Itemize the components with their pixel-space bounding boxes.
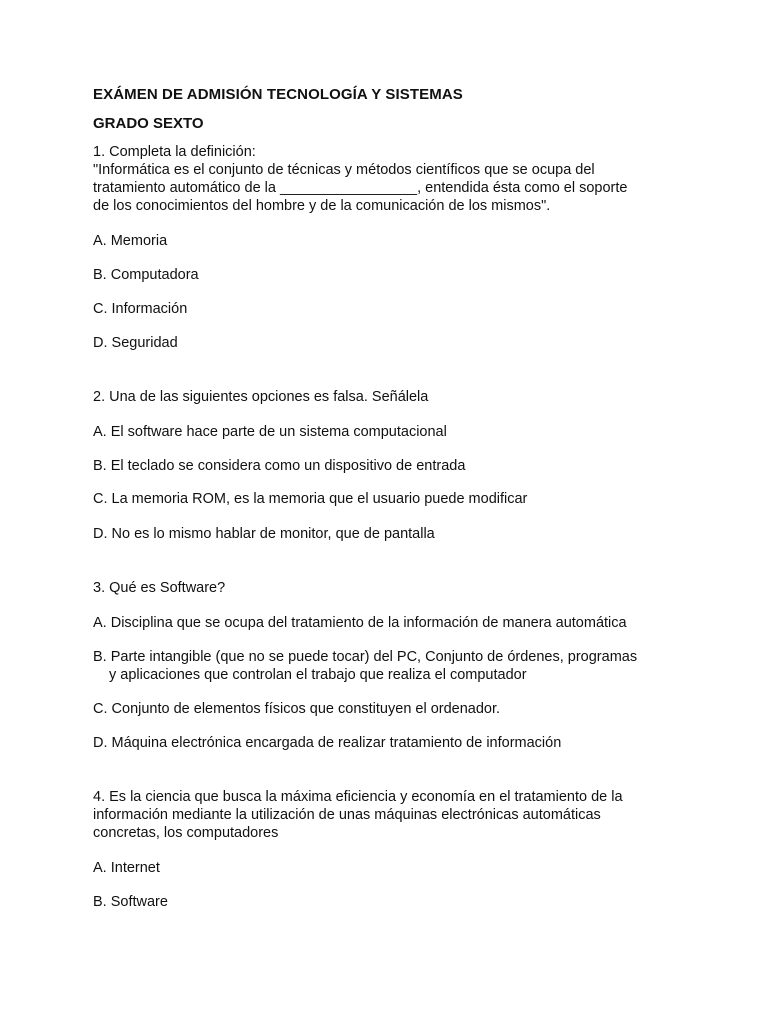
question-3-option-d: D. Máquina electrónica encargada de realizar tratamiento de información [93,735,562,751]
question-3-option-b: B. Parte intangible (que no se puede tocar) del PC, Conjunto de órdenes, programas [93,649,638,665]
question-1-line-3: tratamiento automático de la _________________, entendida ésta como el soporte [93,180,628,196]
question-1-option-b: B. Computadora [93,267,199,283]
question-1-option-d: D. Seguridad [93,335,178,351]
question-3-line-1: 3. Qué es Software? [93,580,226,596]
question-1-option-c: C. Información [93,301,188,317]
question-1-line-4: de los conocimientos del hombre y de la comunicación de los mismos". [93,198,551,214]
question-3-option-c: C. Conjunto de elementos físicos que constituyen el ordenador. [93,701,501,717]
question-2-option-c: C. La memoria ROM, es la memoria que el usuario puede modificar [93,491,528,507]
question-1-line-2: "Informática es el conjunto de técnicas y métodos científicos que se ocupa del [93,162,595,178]
question-4-option-b: B. Software [93,894,168,910]
question-3-option-b-continuation: y aplicaciones que controlan el trabajo que realiza el computador [109,667,527,683]
question-1-line-1: 1. Completa la definición: [93,144,256,160]
exam-title: EXÁMEN DE ADMISIÓN TECNOLOGÍA Y SISTEMAS [93,86,463,103]
question-2-line-1: 2. Una de las siguientes opciones es falsa. Señálela [93,389,429,405]
question-4-line-3: concretas, los computadores [93,825,279,841]
question-2-option-b: B. El teclado se considera como un dispositivo de entrada [93,458,466,474]
question-4-option-a: A. Internet [93,860,160,876]
question-4-line-1: 4. Es la ciencia que busca la máxima eficiencia y economía en el tratamiento de la [93,789,623,805]
question-4-line-2: información mediante la utilización de unas máquinas electrónicas automáticas [93,807,601,823]
question-2-option-d: D. No es lo mismo hablar de monitor, que de pantalla [93,526,435,542]
question-3-option-a: A. Disciplina que se ocupa del tratamiento de la información de manera automática [93,615,627,631]
question-1-option-a: A. Memoria [93,233,168,249]
question-2-option-a: A. El software hace parte de un sistema computacional [93,424,447,440]
exam-subtitle: GRADO SEXTO [93,115,204,132]
